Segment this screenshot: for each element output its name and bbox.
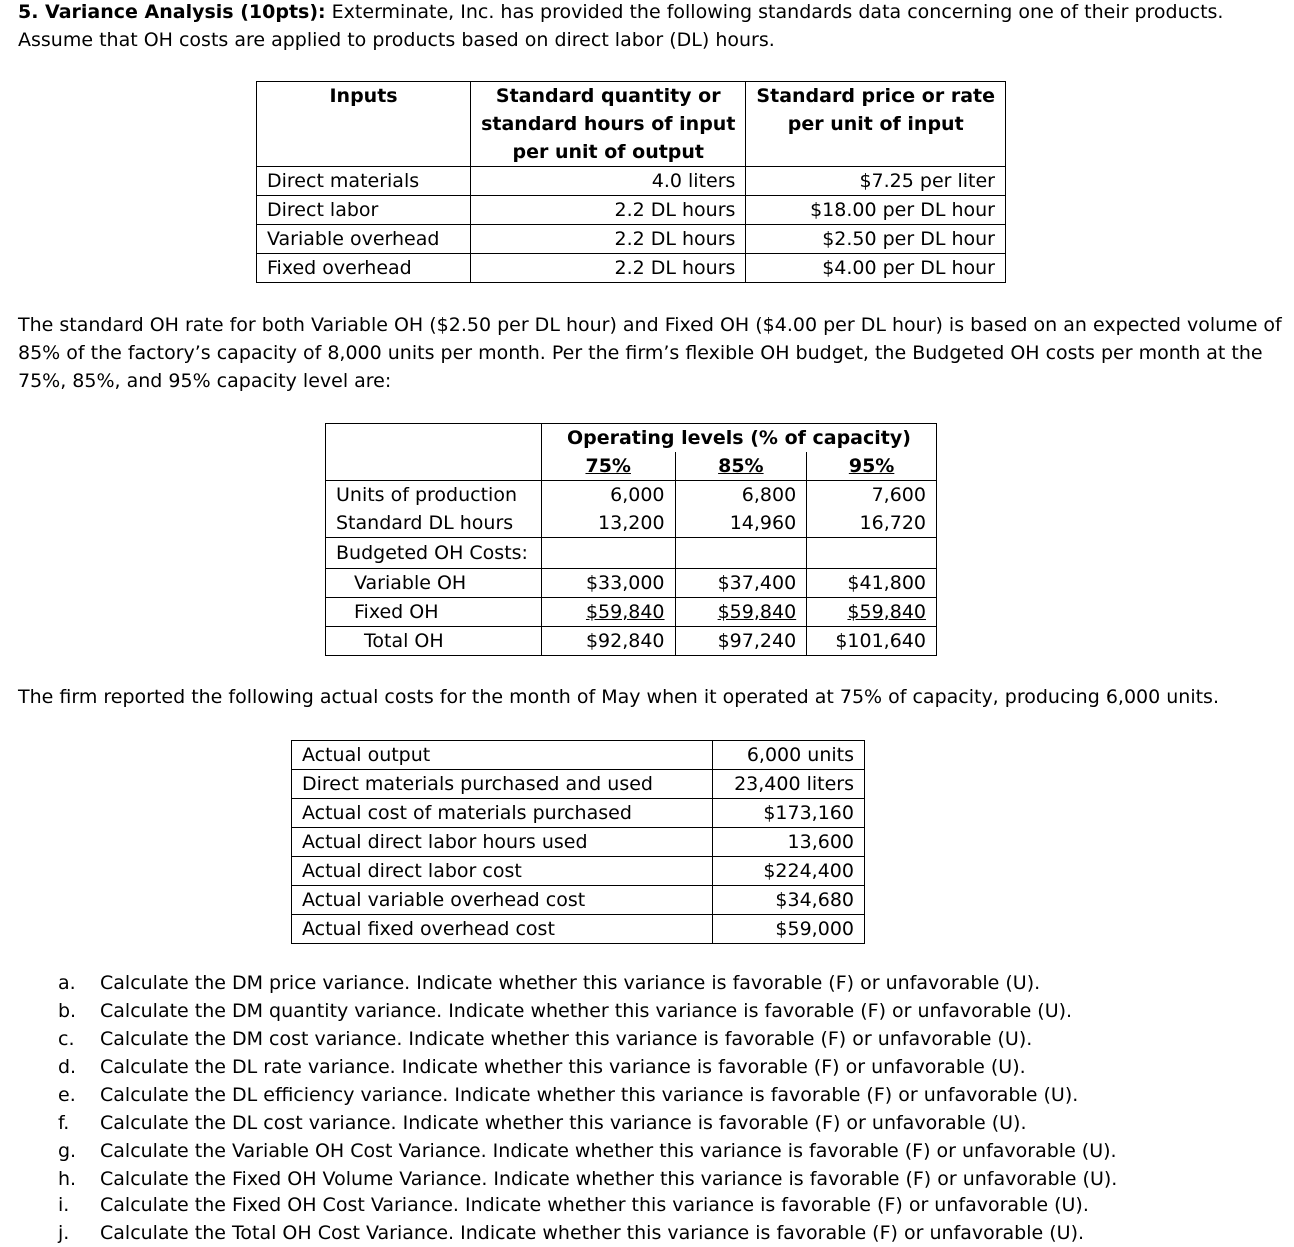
intro-text: Exterminate, Inc. has provided the following standards data concerning one of their products. — [325, 1, 1224, 23]
table-row: Fixed OH $59,840 $59,840 $59,840 — [326, 598, 937, 627]
table-row: Units of production 6,000 6,800 7,600 — [326, 481, 937, 510]
problem-heading: 5. Variance Analysis (10pts): — [18, 1, 326, 23]
budget-title-row — [326, 424, 937, 453]
paragraph-standard-rate-l3: 75%, 85%, and 95% capacity level are: — [18, 370, 392, 392]
table-row: Standard DL hours 13,200 14,960 16,720 — [326, 509, 937, 538]
table-row: Actual direct labor hours used 13,600 — [292, 828, 865, 857]
table-row: Actual direct labor cost $224,400 — [292, 857, 865, 886]
table-row: Actual fixed overhead cost $59,000 — [292, 915, 865, 944]
paragraph-standard-rate-l2: 85% of the factory’s capacity of 8,000 units per month. Per the firm’s flexible OH budget, the Budgeted OH costs per month at the — [18, 342, 1263, 364]
level-75: 75% — [541, 452, 675, 481]
table-row: Actual output 6,000 units — [292, 741, 865, 770]
table-row: Fixed overhead 2.2 DL hours $4.00 per DL hour — [257, 254, 1006, 283]
table-row: Actual cost of materials purchased $173,160 — [292, 799, 865, 828]
actual-costs-table — [291, 740, 865, 944]
paragraph-actual-costs: The firm reported the following actual costs for the month of May when it operated at 75% of capacity, producing 6,000 units. — [18, 686, 1219, 708]
level-95: 95% — [807, 452, 937, 481]
table-row: Direct materials 4.0 liters $7.25 per liter — [257, 167, 1006, 196]
paragraph-standard-rate-l1: The standard OH rate for both Variable OH ($2.50 per DL hour) and Fixed OH ($4.00 per DL hour) is based on an expected volume of — [18, 314, 1282, 336]
standards-table — [256, 81, 1006, 283]
standards-header-row — [257, 82, 1006, 167]
problem-intro-line-2: Assume that OH costs are applied to products based on direct labor (DL) hours. — [18, 29, 775, 51]
operating-levels-title: Operating levels (% of capacity) — [541, 424, 936, 453]
table-row: Direct materials purchased and used 23,400 liters — [292, 770, 865, 799]
table-row: Budgeted OH Costs: — [326, 538, 937, 569]
flexible-budget-table — [325, 423, 937, 656]
budget-levels-row — [326, 452, 937, 481]
problem-intro-line-1 — [18, 0, 1223, 26]
table-row: Variable OH $33,000 $37,400 $41,800 — [326, 569, 937, 598]
table-row: Variable overhead 2.2 DL hours $2.50 per DL hour — [257, 225, 1006, 254]
header-standard-quantity: Standard quantity or standard hours of input per unit of output — [471, 82, 746, 167]
table-row: Actual variable overhead cost $34,680 — [292, 886, 865, 915]
level-85: 85% — [675, 452, 807, 481]
header-inputs: Inputs — [257, 82, 471, 167]
table-row: Total OH $92,840 $97,240 $101,640 — [326, 627, 937, 656]
table-row: Direct labor 2.2 DL hours $18.00 per DL hour — [257, 196, 1006, 225]
header-standard-price: Standard price or rate per unit of input — [746, 82, 1006, 167]
